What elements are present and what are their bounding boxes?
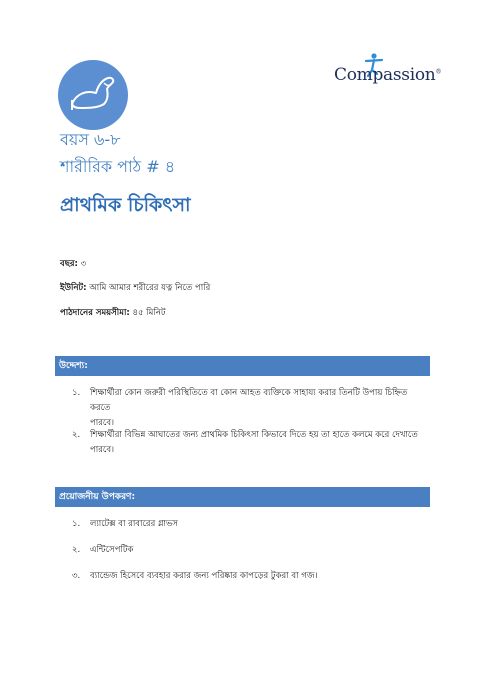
flexed-arm-icon — [58, 60, 128, 130]
objectives-heading: উদ্দেশ্য: — [55, 356, 430, 376]
compassion-logo — [330, 52, 440, 92]
page-title: প্রাথমিক চিকিৎসা — [60, 194, 191, 216]
meta-duration — [60, 306, 166, 320]
duration-label: পাঠদানের সময়সীমা: — [60, 308, 130, 318]
year-label: বছর: — [60, 259, 78, 269]
duration-value: ৪৫ মিনিট — [132, 308, 166, 318]
materials-heading: প্রয়োজনীয় উপকরণ: — [55, 487, 430, 507]
lesson-number: শারীরিক পাঠ # ৪ — [60, 157, 176, 176]
meta-year — [60, 257, 86, 271]
lesson-page: Compassion® বয়স ৬-৮ শারীরিক পাঠ # ৪ প্রাথমিক চিকিৎসা বছর: ৩ ইউনিট: আমি আমার শরীরের যত্ন নিতে পারি পাঠদানের সময়সীমা: ৪৫ মিনিট উদ্দেশ্য: ১. শিক্ষার্থীরা কোন জরুরী পরিস্থিতিতে বা কোন আহত ব্যক্তিকে সাহায্য করার তিনটি উপায় চিহ্নিত করতে পারবে। ২. শিক্ষার্থীরা বিভিন্ন আঘাতের জন্য প্রাথমিক চিকিৎসা কিভাবে দিতে হয় তা হাতে কলমে করে দেখাতে পারবে। প্রয়োজনীয় উপকরণ: ১. ল্যাটেক্স বা রাবারের গ্লাভস ২. এন্টিসেপটিক ৩. ব্যান্ডেজ হিসেবে ব্যবহার করার জন্য পরিষ্কার কাপড়ের টুকরা বা গজ। — [0, 0, 487, 688]
meta-unit — [60, 281, 210, 295]
year-value: ৩ — [80, 259, 87, 269]
logo-wordmark: Compassion® — [334, 65, 442, 85]
unit-label: ইউনিট: — [60, 283, 87, 293]
age-range: বয়স ৬-৮ — [60, 130, 121, 149]
unit-value: আমি আমার শরীরের যত্ন নিতে পারি — [89, 283, 211, 293]
